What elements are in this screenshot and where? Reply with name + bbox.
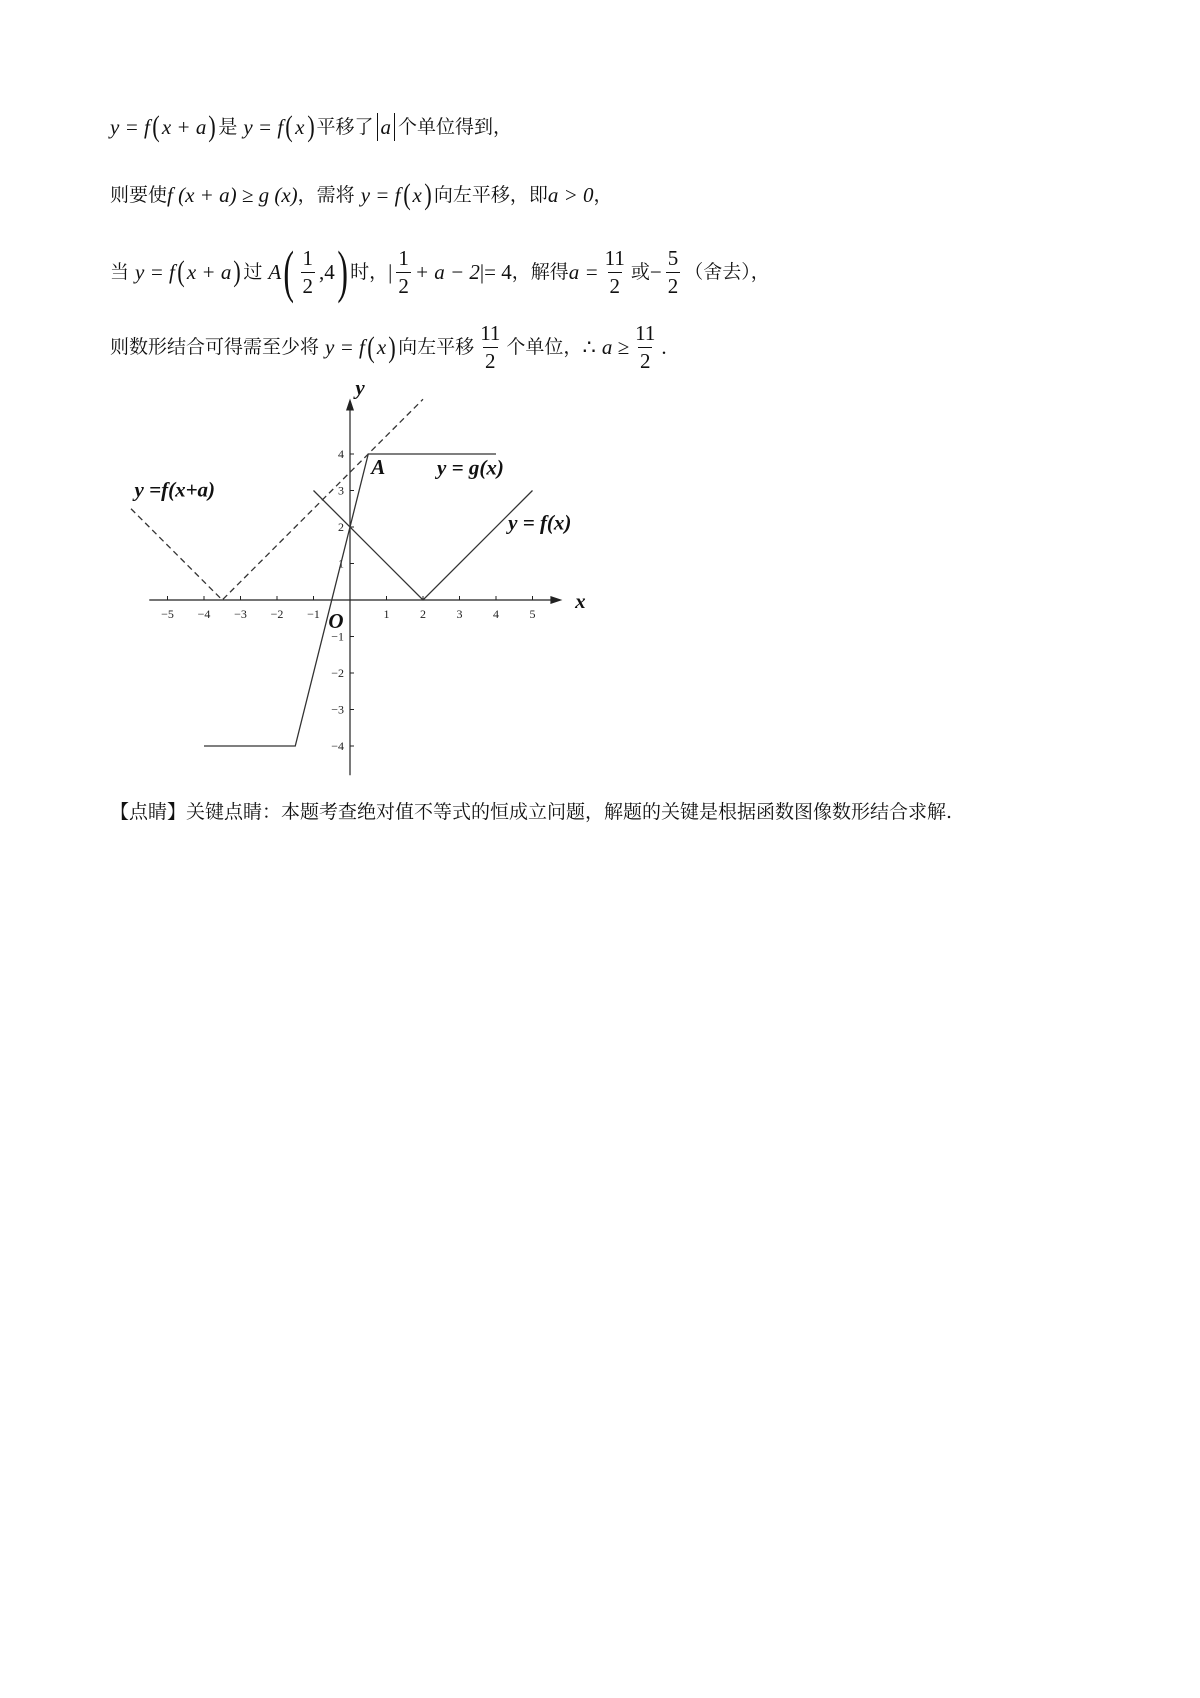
fraction-5-2: $\frac{5}{2}$ bbox=[667, 245, 679, 298]
x-axis-arrow-icon bbox=[550, 596, 562, 604]
x-tick-label: −1 bbox=[307, 607, 320, 621]
y-tick-label: 1 bbox=[338, 556, 344, 571]
eq-y-f-4: y = f bbox=[135, 259, 175, 284]
text-pingyi: 平移了 bbox=[316, 115, 374, 138]
arg-x-1: x bbox=[295, 114, 305, 139]
x-tick-label: 2 bbox=[420, 607, 426, 621]
text-line-4: 则数形结合可得需至少将 y = f ( x ) 向左平移 $\frac{11}{2}$ 个单位， ∴ a ≥ $\frac{11}{2}$ . bbox=[110, 321, 667, 373]
annotation-4: y =f(x+a) bbox=[134, 477, 216, 502]
y-tick-label: −4 bbox=[331, 739, 344, 753]
x-tick-label: −3 bbox=[234, 607, 247, 621]
eq-y-f-3: y = f bbox=[360, 182, 401, 207]
y-tick-label: 3 bbox=[338, 483, 344, 498]
text-huo: 或 bbox=[630, 260, 650, 283]
eq-y-f-5: y = f bbox=[325, 335, 365, 359]
series-line-1 bbox=[314, 491, 533, 601]
text-shequ: （舍去）， bbox=[684, 260, 770, 283]
expr-plus-a-minus-2: + a − 2 bbox=[414, 259, 480, 284]
y-tick-label: 4 bbox=[338, 447, 344, 461]
annotation-1: A bbox=[371, 455, 386, 479]
x-tick-label: −2 bbox=[270, 607, 284, 621]
eq-y-f-1: y = f bbox=[110, 114, 150, 139]
abs-eq-4: |= 4 bbox=[479, 259, 512, 284]
eq-y-f-2: y = f bbox=[243, 114, 284, 139]
function-graph bbox=[110, 375, 590, 790]
x-tick-label: −5 bbox=[161, 607, 174, 621]
text-line-1: y = f ( x + a ) 是 y = f ( x ) 平移了 a 个单位得到， bbox=[110, 110, 513, 143]
text-left-4: 向左平移 bbox=[398, 336, 475, 358]
annotation-3: y = f(x) bbox=[508, 510, 572, 535]
text-end-2: ， bbox=[593, 183, 613, 206]
text-lead-2: 则要使 bbox=[110, 183, 168, 206]
text-lead-4: 则数形结合可得需至少将 bbox=[110, 336, 320, 358]
text-left-2: 向左平移，即 bbox=[433, 183, 548, 206]
text-guo: 过 bbox=[243, 260, 263, 283]
therefore-icon: ∴ bbox=[582, 335, 596, 359]
fraction-1-2-b: $\frac{1}{2}$ bbox=[398, 245, 409, 298]
coord-4: ,4 bbox=[319, 259, 335, 284]
text-jiede: ，解得 bbox=[511, 260, 569, 283]
text-dang: 当 bbox=[110, 260, 130, 283]
text-mid-2: ，需将 bbox=[297, 183, 355, 206]
fraction-11-2: $\frac{11}{2}$ bbox=[604, 245, 625, 298]
point-a-label: A bbox=[268, 259, 282, 284]
a-equals: a = bbox=[568, 259, 599, 284]
x-tick-label: 1 bbox=[383, 607, 390, 621]
y-axis-label: y bbox=[355, 375, 365, 400]
annotation-2: y = g(x) bbox=[437, 455, 504, 480]
text-shi: 是 bbox=[218, 115, 238, 138]
arg-x-3: x bbox=[376, 335, 387, 359]
x-tick-label: −4 bbox=[197, 607, 211, 621]
fraction-1-2: $\frac{1}{2}$ bbox=[302, 245, 314, 298]
y-tick-label: 2 bbox=[338, 520, 344, 534]
x-axis-label: x bbox=[575, 589, 586, 613]
arg-x-plus-a-2: x + a bbox=[186, 259, 232, 284]
arg-x-2: x bbox=[412, 182, 422, 207]
abs-a: a bbox=[380, 114, 392, 139]
text-unit: 个单位， bbox=[506, 336, 583, 358]
y-tick-label: −1 bbox=[331, 629, 344, 644]
cond-a-gt-0: a > 0 bbox=[547, 182, 594, 207]
x-tick-label: 5 bbox=[529, 607, 536, 621]
text-shi-3: 时， bbox=[350, 260, 389, 283]
text-line-3: 当 y = f ( x + a ) 过 A ( $\frac{1}{2}$ ,4 ) 时， | $\frac{1}{2}$ + a − 2 |= 4 ，解得 a = $\frac{11}{2}$ 或 − $\frac{5}{2}$ （舍去）， bbox=[110, 239, 770, 304]
x-tick-label: 3 bbox=[456, 607, 463, 621]
y-axis-arrow-icon bbox=[346, 399, 354, 411]
a-geq: a ≥ bbox=[601, 335, 630, 359]
y-tick-label: −3 bbox=[331, 702, 344, 717]
y-tick-label: −2 bbox=[331, 666, 344, 680]
note-dianjing: 【点睛】关键点睛：本题考查绝对值不等式的恒成立问题，解题的关键是根据函数图像数形结合求解. bbox=[110, 801, 953, 823]
fraction-11-2-c: $\frac{11}{2}$ bbox=[635, 321, 656, 373]
text-tail-1: 个单位得到， bbox=[398, 115, 513, 138]
origin-label: O bbox=[328, 609, 344, 633]
text-line-2: 则要使 f (x + a) ≥ g (x) ，需将 y = f ( x ) 向左平移，即 a > 0 ， bbox=[110, 178, 613, 211]
inequality-f-g: f (x + a) ≥ g (x) bbox=[167, 182, 298, 207]
arg-x-plus-a-1: x + a bbox=[161, 114, 207, 139]
x-tick-label: 4 bbox=[493, 607, 499, 621]
fraction-11-2-b: $\frac{11}{2}$ bbox=[480, 321, 501, 373]
